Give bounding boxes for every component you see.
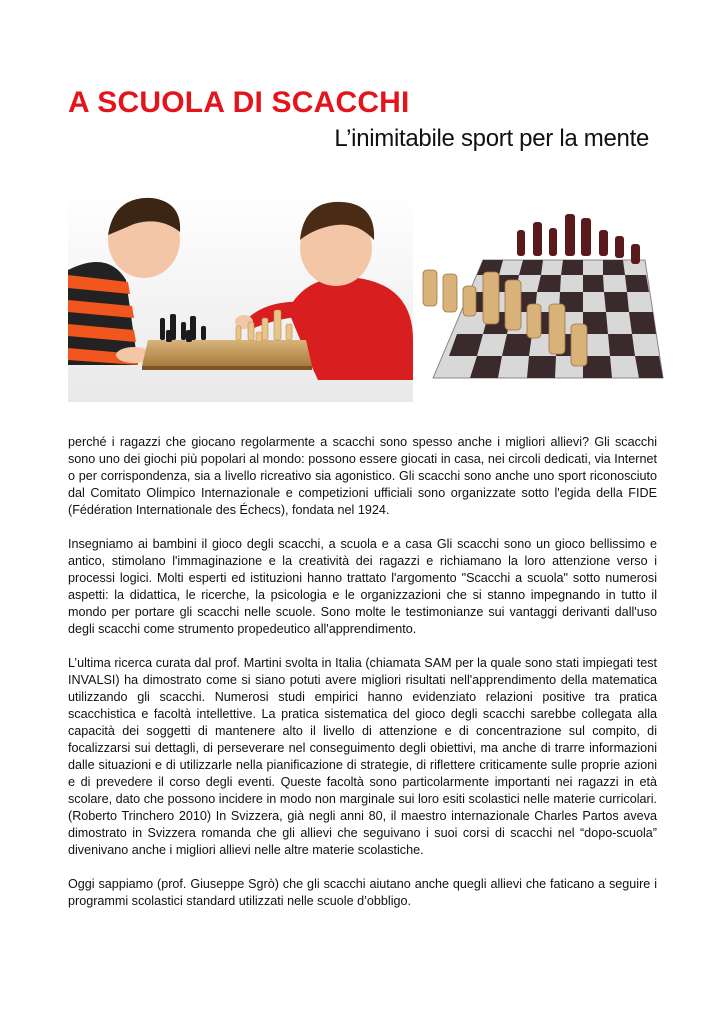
article-body — [68, 434, 657, 927]
page-title: A SCUOLA DI SCACCHI — [68, 86, 410, 119]
page-subtitle: L’inimitabile sport per la mente — [334, 125, 649, 152]
children-playing-chess-photo — [68, 190, 413, 402]
paragraph: Insegniamo ai bambini il gioco degli scacchi, a scuola e a casa Gli scacchi sono un gioco bellissimo e antico, stimolano l'immaginazione e la creatività dei ragazzi e richiamano la loro attenzione verso i processi logici. Molti esperti ed istituzioni hanno trattato l'argomento "Scacchi a scuola" sotto numerosi aspetti: la didattica, le ricerche, la psicologia e le organizzazioni che si stanno impegnando in tutto il mondo per portare gli scacchi nelle scuole. Sono molte le testimonianze sui vantaggi derivanti dall'uso degli scacchi come strumento propedeutico all'apprendimento. — [68, 537, 657, 636]
paragraph: L’ultima ricerca curata dal prof. Martini svolta in Italia (chiamata SAM per la quale sono stati impiegati test INVALSI) ha dimostrato come si siano potuti avere migliori risultati nell'apprendimento della matematica utilizzando gli scacchi. Numerosi studi empirici hanno evidenziato relazioni positive tra pratica scacchistica e facoltà intellettive. La pratica sistematica del gioco degli scacchi sarebbe collegata alla capacità dei soggetti di mantenere alto il livello di attenzione e di concentrazione sul compito, di focalizzarsi sui dettagli, di perseverare nel conseguimento degli obiettivi, ma anche di trarre informazioni dalle situazioni e di utilizzarle nella pianificazione di strategie, di riflettere criticamente sulle proprie azioni e di prevedere il corso degli eventi. Queste facoltà sono particolarmente importanti nei ragazzi in età scolare, dato che possono incidere in modo non marginale sui loro esiti scolastici nelle materie curricolari. (Roberto Trinchero 2010) In Svizzera, già negli anni 80, il maestro internazionale Charles Partos aveva dimostrato in Svizzera romanda che gli allievi che seguivano i suoi corsi di scacchi nel “dopo-scuola” divenivano anche i migliori allievi nelle altre materie scolastiche. — [68, 656, 657, 857]
chessboard-with-pieces-photo — [413, 200, 671, 400]
paragraph: Oggi sappiamo (prof. Giuseppe Sgrò) che gli scacchi aiutano anche quegli allievi che faticano a seguire i programmi scolastici standard utilizzati nelle scuole d’obbligo. — [68, 877, 657, 908]
paragraph: perché i ragazzi che giocano regolarmente a scacchi sono spesso anche i migliori allievi? Gli scacchi sono uno dei giochi più popolari al mondo: possono essere giocati in casa, nei circoli dedicati, via Internet o per corrispondenza, sia a livello ricreativo sia agonistico. Gli scacchi sono anche uno sport riconosciuto dal Comitato Olimpico Internazionale e competizioni ufficiali sono organizzate sotto l'egida della FIDE (Fédération Internationale des Échecs), fondata nel 1924. — [68, 435, 657, 517]
